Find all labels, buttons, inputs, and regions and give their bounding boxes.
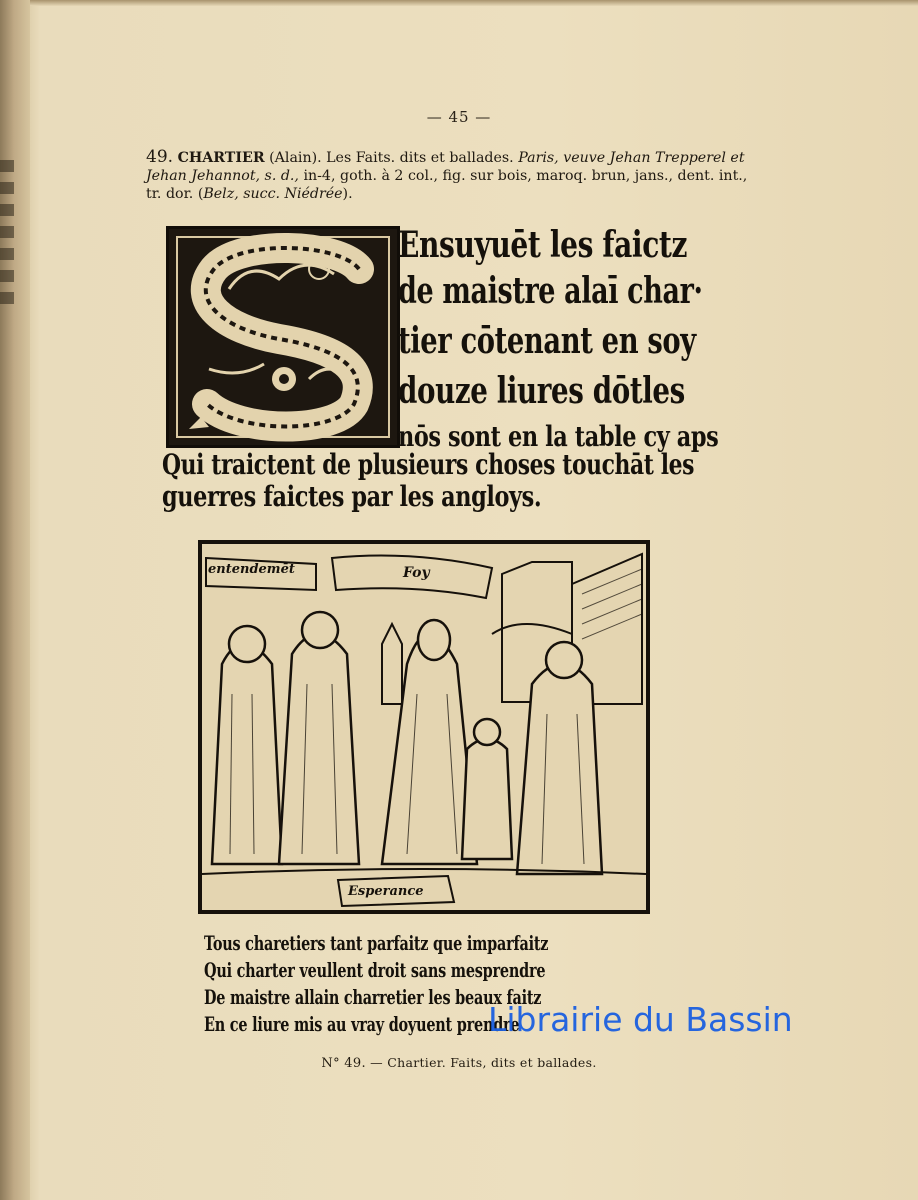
title-line-2: de maistre alaī char· xyxy=(398,270,703,312)
page-top-edge xyxy=(30,0,918,6)
title-line-6: Qui traictent de plusieurs choses touchāt les xyxy=(162,448,695,481)
title-line-3: tier cōtenant en soy xyxy=(398,320,696,362)
previous-page-edge xyxy=(0,150,22,370)
watermark: Librairie du Bassin xyxy=(488,1000,793,1039)
verse-line-2: Qui charter veullent droit sans mesprendre xyxy=(204,958,546,982)
caption-text: — Chartier. Faits, dits et ballades. xyxy=(370,1055,597,1070)
verse-line-4: En ce liure mis au vray doyuent prendre xyxy=(204,1012,520,1036)
entry-author-first: (Alain). xyxy=(269,150,322,166)
banner-label-esperance: Esperance xyxy=(348,884,424,899)
woodcut-scene xyxy=(202,544,646,910)
banner-label-entendement: entendemēt xyxy=(208,562,295,577)
entry-title: Les Faits. dits et ballades. xyxy=(326,150,514,166)
title-line-5: nōs sont en la table cy aps xyxy=(398,420,719,453)
page-number: — 45 — xyxy=(426,108,492,126)
catalogue-entry: 49. CHARTIER (Alain). Les Faits. dits et ballades. Paris, veuve Jehan Trepperel et Jehan Jehannot, s. d., in-4, goth. à 2 col., fig. sur bois, maroq. brun, jans., dent. int., tr. dor. (Belz, succ. Niédrée). xyxy=(146,147,748,202)
figure-caption xyxy=(0,1055,918,1071)
verse-line-1: Tous charetiers tant parfaitz que imparfaitz xyxy=(204,931,549,955)
entry-author: CHARTIER xyxy=(177,150,265,166)
entry-imprint: Paris, veuve Jehan Trepperel et Jehan Jehannot, s. d., xyxy=(146,150,745,184)
woodcut-title-block xyxy=(162,220,728,520)
entry-number: 49. xyxy=(146,147,174,167)
entry-binder: Belz, succ. Niédrée xyxy=(203,186,343,202)
banner-label-foy: Foy xyxy=(403,565,430,581)
entry-description: in-4, goth. à 2 col., fig. sur bois, maroq. brun, jans., dent. int., tr. dor. xyxy=(146,168,748,202)
woodcut-illustration xyxy=(198,540,650,914)
decorated-initial-s xyxy=(166,226,400,448)
verse-line-3: De maistre allain charretier les beaux faitz xyxy=(204,985,542,1009)
title-line-7: guerres faictes par les angloys. xyxy=(162,480,542,513)
title-line-1: Ensuyuēt les faictz xyxy=(398,224,688,266)
decorated-initial-graphic xyxy=(169,229,397,445)
title-line-4: douze liures dōtles xyxy=(398,370,685,412)
caption-number: N° 49. xyxy=(321,1056,366,1071)
